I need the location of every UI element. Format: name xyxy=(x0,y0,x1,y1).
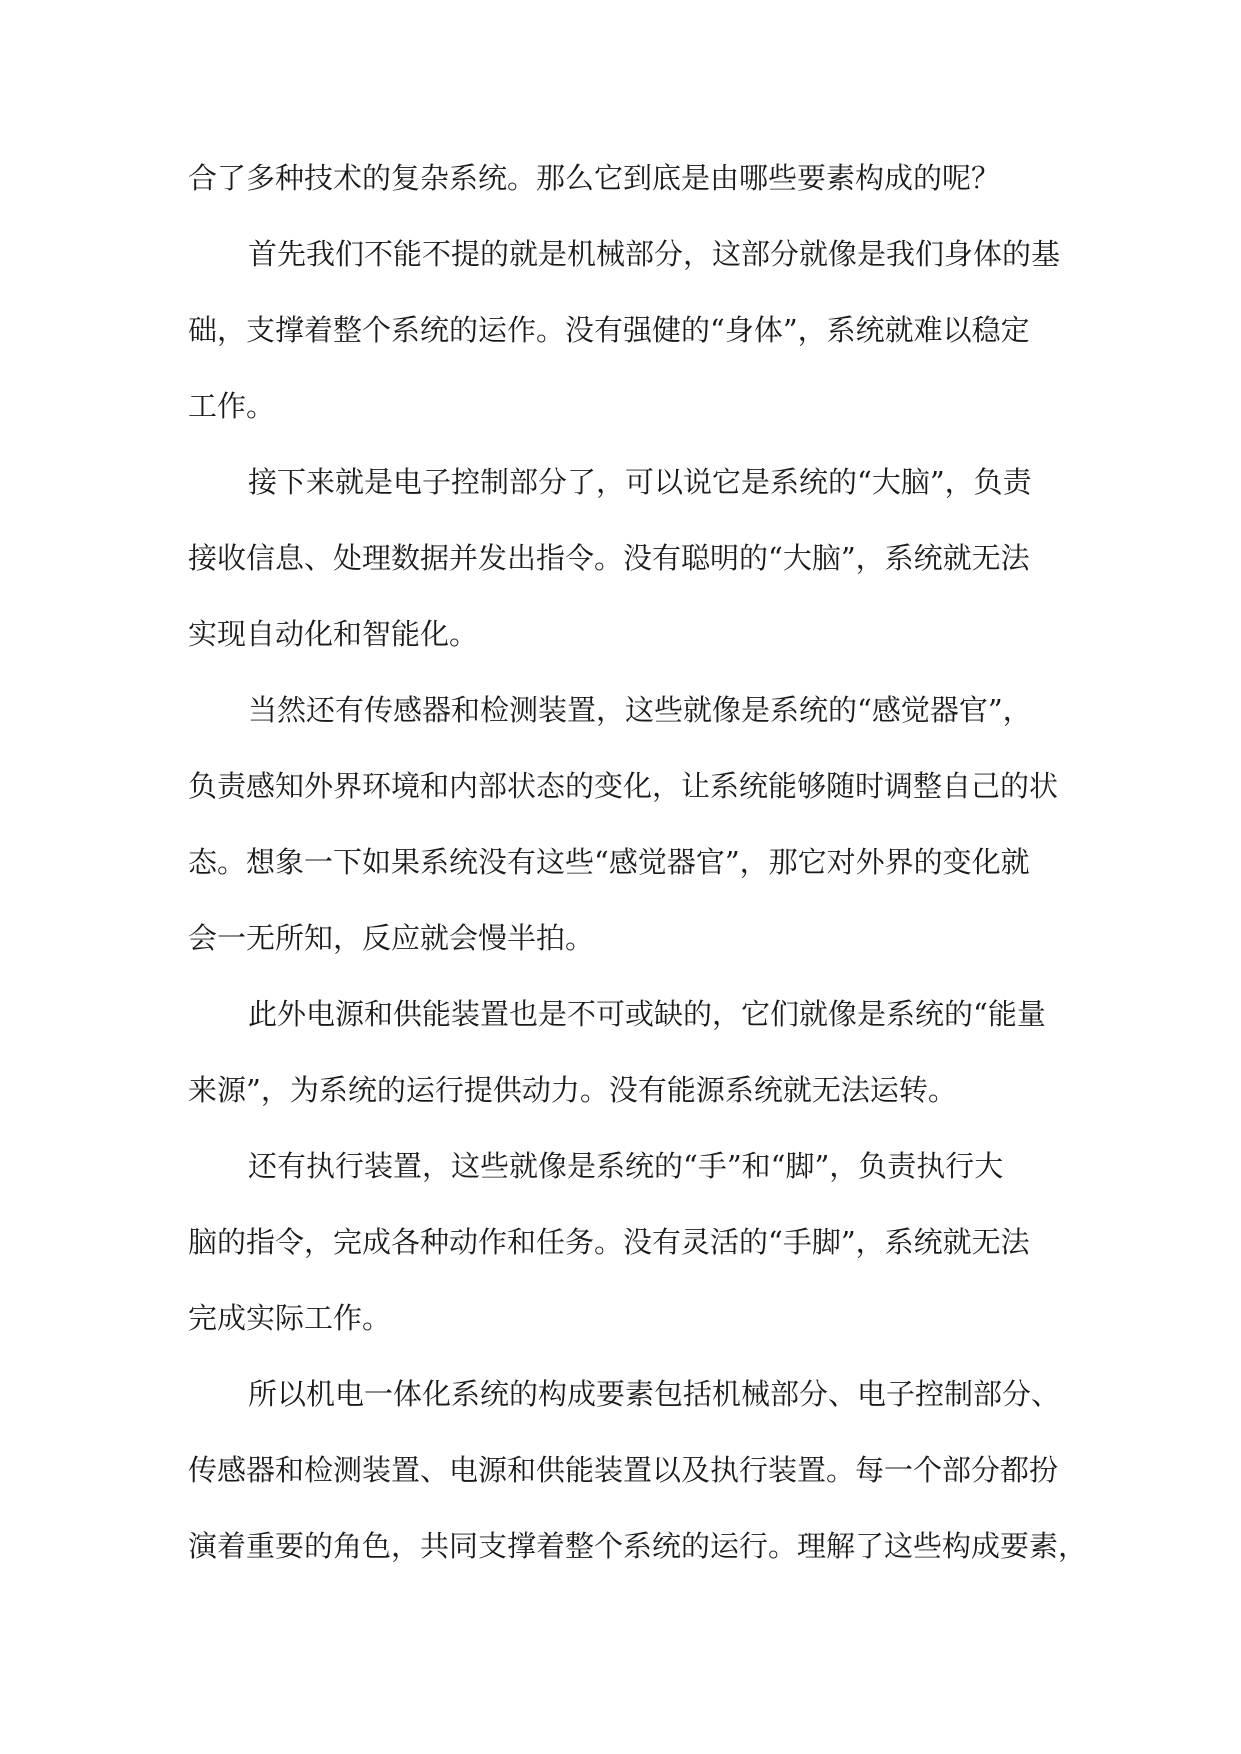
paragraph-line: 当然还有传感器和检测装置，这些就像是系统的“感觉器官”， xyxy=(248,693,1032,727)
paragraph-3 xyxy=(188,672,1068,976)
paragraph-line: 脑的指令，完成各种动作和任务。没有灵活的“手脚”，系统就无法 xyxy=(188,1225,1030,1259)
paragraph-line: 态。想象一下如果系统没有这些“感觉器官”，那它对外界的变化就 xyxy=(188,845,1030,879)
paragraph-line: 此外电源和供能装置也是不可或缺的，它们就像是系统的“能量 xyxy=(248,997,1046,1031)
paragraph-5 xyxy=(188,1128,1068,1356)
paragraph-line: 还有执行装置，这些就像是系统的“手”和“脚”，负责执行大 xyxy=(248,1149,1004,1183)
paragraph-line: 负责感知外界环境和内部状态的变化，让系统能够随时调整自己的状 xyxy=(188,769,1059,803)
paragraph-2 xyxy=(188,444,1068,672)
paragraph-line: 演着重要的角色，共同支撑着整个系统的运行。理解了这些构成要素， xyxy=(188,1529,1088,1563)
paragraph-6 xyxy=(188,1356,1088,1584)
paragraph-line: 工作。 xyxy=(188,389,276,423)
document-body xyxy=(188,140,1088,1584)
paragraph-line: 完成实际工作。 xyxy=(188,1301,392,1335)
paragraph-line: 首先我们不能不提的就是机械部分，这部分就像是我们身体的基 xyxy=(248,237,1061,271)
paragraph-line: 实现自动化和智能化。 xyxy=(188,617,479,651)
paragraph-4 xyxy=(188,976,1068,1128)
paragraph-0 xyxy=(188,140,1068,216)
paragraph-line: 合了多种技术的复杂系统。那么它到底是由哪些要素构成的呢？ xyxy=(188,161,1001,195)
paragraph-line: 接下来就是电子控制部分了，可以说它是系统的“大脑”，负责 xyxy=(248,465,1032,499)
paragraph-line: 来源”，为系统的运行提供动力。没有能源系统就无法运转。 xyxy=(188,1073,957,1107)
paragraph-line: 所以机电一体化系统的构成要素包括机械部分、电子控制部分、 xyxy=(248,1377,1061,1411)
paragraph-line: 接收信息、处理数据并发出指令。没有聪明的“大脑”，系统就无法 xyxy=(188,541,1030,575)
paragraph-1 xyxy=(188,216,1068,444)
paragraph-line: 传感器和检测装置、电源和供能装置以及执行装置。每一个部分都扮 xyxy=(188,1453,1059,1487)
paragraph-line: 会一无所知，反应就会慢半拍。 xyxy=(188,921,595,955)
paragraph-line: 础，支撑着整个系统的运作。没有强健的“身体”，系统就难以稳定 xyxy=(188,313,1030,347)
